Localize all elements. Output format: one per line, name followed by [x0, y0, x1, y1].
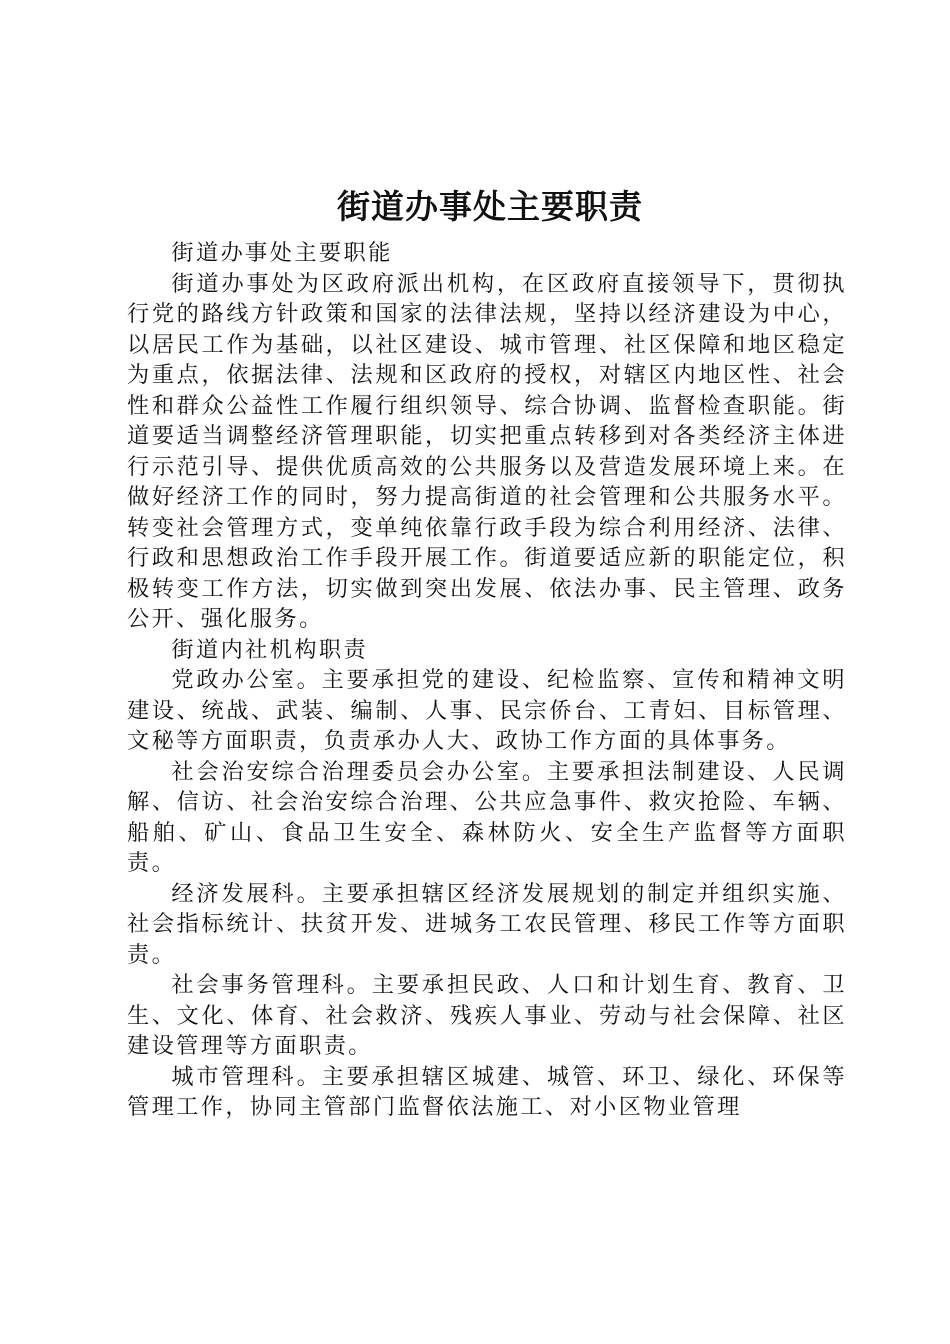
paragraph-social-affairs-section: 社会事务管理科。主要承担民政、人口和计划生育、教育、卫生、文化、体育、社会救济、残疾人事业、劳动与社会保障、社区建设管理等方面职责。: [127, 972, 847, 1059]
section-heading-functions: 街道办事处主要职能: [171, 240, 393, 266]
paragraph-economic-section: 经济发展科。主要承担辖区经济发展规划的制定并组织实施、社会指标统计、扶贫开发、进城务工农民管理、移民工作等方面职责。: [127, 880, 847, 968]
paragraph-overview: 街道办事处为区政府派出机构，在区政府直接领导下，贯彻执行党的路线方针政策和国家的法律法规，坚持以经济建设为中心，以居民工作为基础，以社区建设、城市管理、社区保障和地区稳定为重点，依据法律、法规和区政府的授权，对辖区内地区性、社会性和群众公益性工作履行组织领导、综合协调、监督检查职能。街道要适当调整经济管理职能，切实把重点转移到对各类经济主体进行示范引导、提供优质高效的公共服务以及营造发展环境上来。在做好经济工作的同时，努力提高街道的社会管理和公共服务水平。转变社会管理方式，变单纯依靠行政手段为综合利用经济、法律、行政和思想政治工作手段开展工作。街道要适应新的职能定位，积极转变工作方法，切实做到突出发展、依法办事、民主管理、政务公开、强化服务。: [127, 270, 847, 632]
document-title: 街道办事处主要职责: [337, 187, 643, 226]
paragraph-security-office: 社会治安综合治理委员会办公室。主要承担法制建设、人民调解、信访、社会治安综合治理、公共应急事件、救灾抢险、车辆、船舶、矿山、食品卫生安全、森林防火、安全生产监督等方面职责。: [127, 758, 847, 876]
document-page: [127, 180, 847, 1123]
section-heading-institutions: 街道内社机构职责: [171, 636, 369, 663]
paragraph-urban-management-section: 城市管理科。主要承担辖区城建、城管、环卫、绿化、环保等管理工作，协同主管部门监督依法施工、对小区物业管理: [127, 1063, 847, 1120]
paragraph-party-office: 党政办公室。主要承担党的建设、纪检监察、宣传和精神文明建设、统战、武装、编制、人事、民宗侨台、工青妇、目标管理、文秘等方面职责，负责承办人大、政协工作方面的具体事务。: [127, 667, 847, 754]
